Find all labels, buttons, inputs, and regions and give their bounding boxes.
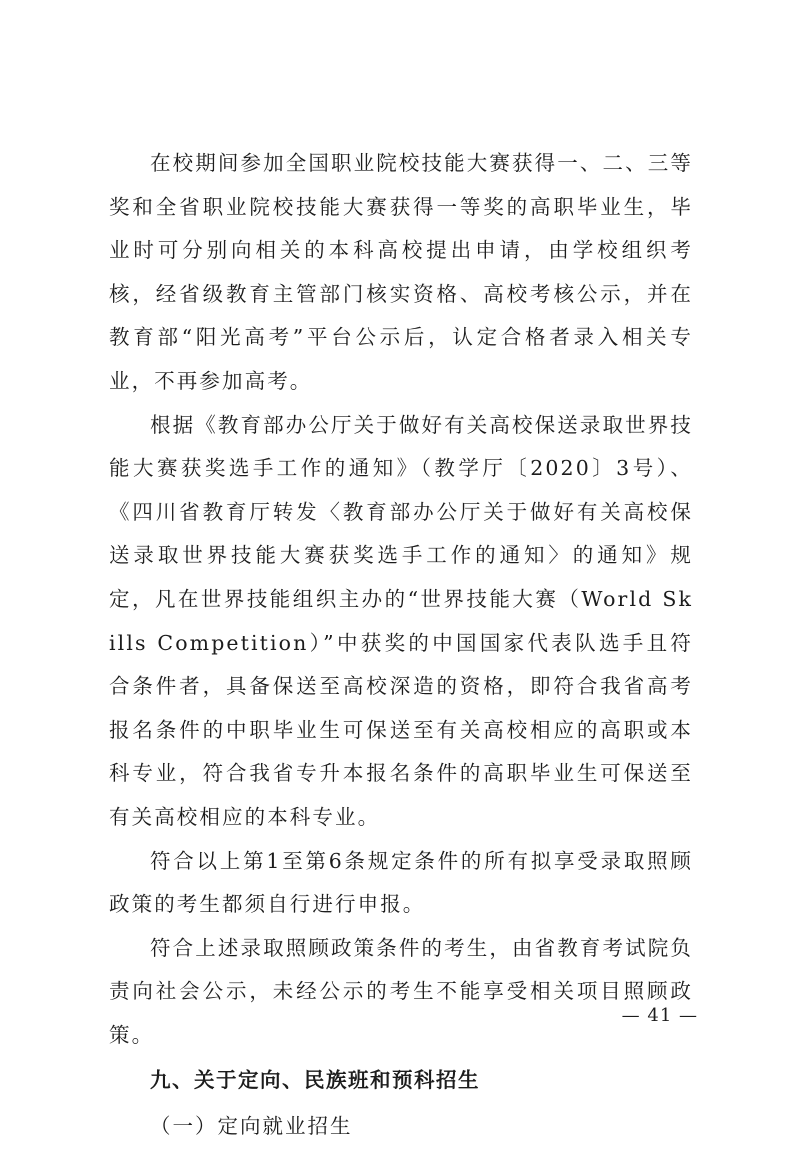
page-number: — 41 — (621, 1005, 698, 1026)
section-heading: 九、关于定向、民族班和预科招生 (150, 1068, 480, 1093)
paragraph-competition-awards: 在校期间参加全国职业院校技能大赛获得一、二、三等奖和全省职业院校技能大赛获得一等奖的高职毕业生，毕业时可分别向相关的本科高校提出申请，由学校组织考核，经省级教育主管部门核实资格、高校考核公示，并在教育部“阳光高考”平台公示后，认定合格者录入相关专业，不再参加高考。 (109, 151, 693, 393)
paragraph-application: 符合以上第1至第6条规定条件的所有拟享受录取照顾政策的考生都须自行进行申报。 (109, 848, 693, 917)
paragraph-public-notice: 符合上述录取照顾政策条件的考生，由省教育考试院负责向社会公示，未经公示的考生不能享受相关项目照顾政策。 (109, 935, 693, 1047)
subsection-heading: （一）定向就业招生 (150, 1114, 353, 1139)
paragraph-world-skills: 根据《教育部办公厅关于做好有关高校保送录取世界技能大赛获奖选手工作的通知》（教学厅〔2020〕3号）、《四川省教育厅转发〈教育部办公厅关于做好有关高校保送录取世界技能大赛获奖选手工作的通知〉的通知》规定，凡在世界技能组织主办的“世界技能大赛（World Skills Competition）”中获奖的中国国家代表队选手且符合条件者，具备保送至高校深造的资格，即符合我省高考报名条件的中职毕业生可保送至有关高校相应的高职或本科专业，符合我省专升本报名条件的高职毕业生可保送至有关高校相应的本科专业。 (109, 412, 693, 829)
page-content (109, 142, 693, 1149)
